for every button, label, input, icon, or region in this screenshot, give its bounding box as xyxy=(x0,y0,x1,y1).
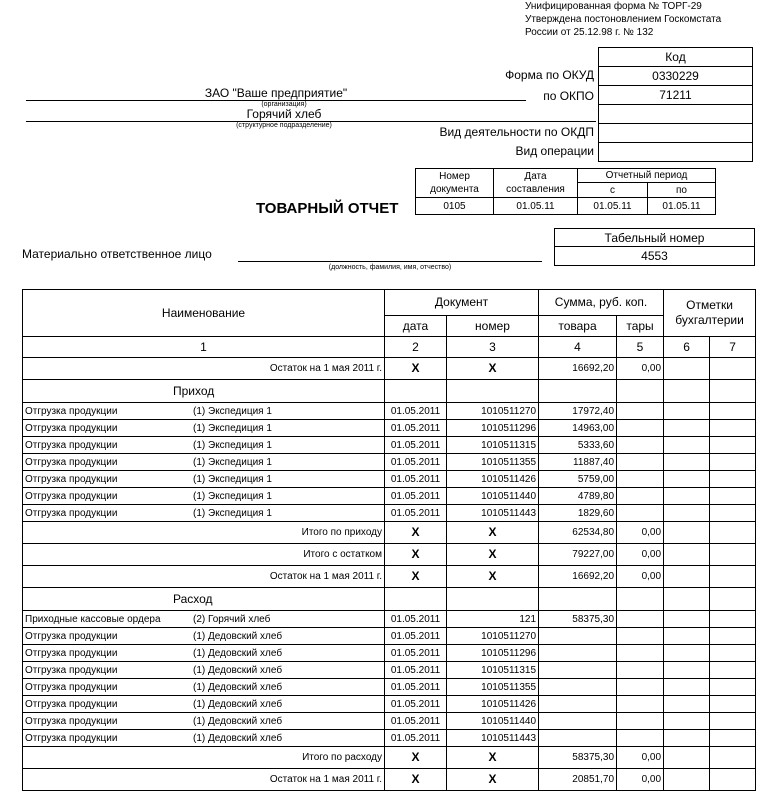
income-title: Приход xyxy=(23,380,385,403)
x-mark: Х xyxy=(385,522,447,544)
item-counterparty: (1) Экспедиция 1 xyxy=(193,422,272,434)
item-operation: Отгрузка продукции xyxy=(25,507,118,519)
responsible-caption: (должность, фамилия, имя, отчество) xyxy=(328,264,452,271)
x-mark: Х xyxy=(385,566,447,588)
operation-value xyxy=(599,143,753,162)
income-total-row xyxy=(23,522,756,544)
item-date: 01.05.2011 xyxy=(385,679,447,696)
table-row xyxy=(23,471,756,488)
org-caption: (организация) xyxy=(261,101,307,108)
with-balance-row xyxy=(23,544,756,566)
item-goods xyxy=(539,730,617,747)
income-section-row xyxy=(23,380,756,403)
tab-number-header: Табельный номер xyxy=(555,229,755,247)
item-name xyxy=(23,679,385,696)
item-name xyxy=(23,420,385,437)
header-sum: Сумма, руб. коп. xyxy=(539,290,664,316)
mark-cell xyxy=(664,696,710,713)
period-header: Отчетный период xyxy=(578,169,716,183)
okpo-value: 71211 xyxy=(599,86,753,105)
item-operation: Отгрузка продукции xyxy=(25,439,118,451)
mark-cell xyxy=(710,358,756,380)
tare-sum: 0,00 xyxy=(617,522,664,544)
item-date: 01.05.2011 xyxy=(385,611,447,628)
goods-sum: 20851,70 xyxy=(539,769,617,791)
mark-cell xyxy=(710,713,756,730)
item-date: 01.05.2011 xyxy=(385,471,447,488)
mark-cell xyxy=(710,566,756,588)
row-label: Остаток на 1 мая 2011 г. xyxy=(23,358,385,380)
x-mark: Х xyxy=(385,769,447,791)
table-row xyxy=(23,645,756,662)
item-operation: Приходные кассовые ордера xyxy=(25,613,161,625)
x-mark: Х xyxy=(385,747,447,769)
item-goods xyxy=(539,662,617,679)
mark-cell xyxy=(664,566,710,588)
col-num: 7 xyxy=(710,337,756,358)
table-row xyxy=(23,403,756,420)
mark-cell xyxy=(710,505,756,522)
x-mark: Х xyxy=(447,544,539,566)
x-mark: Х xyxy=(447,522,539,544)
tab-number-value: 4553 xyxy=(555,247,755,266)
mark-cell xyxy=(710,488,756,505)
table-row xyxy=(23,730,756,747)
item-operation: Отгрузка продукции xyxy=(25,715,118,727)
item-goods: 5759,00 xyxy=(539,471,617,488)
mark-cell xyxy=(710,454,756,471)
item-name xyxy=(23,471,385,488)
header-goods: товара xyxy=(539,316,617,337)
item-date: 01.05.2011 xyxy=(385,645,447,662)
mark-cell xyxy=(664,544,710,566)
mark-cell xyxy=(710,730,756,747)
item-counterparty: (1) Экспедиция 1 xyxy=(193,405,272,417)
header-marks: Отметки бухгалтерии xyxy=(664,290,756,337)
item-date: 01.05.2011 xyxy=(385,488,447,505)
item-counterparty: (1) Дедовский хлеб xyxy=(193,715,283,727)
form-info-line: Утверждена постоновлением Госкомстата xyxy=(525,14,722,25)
header-document: Документ xyxy=(385,290,539,316)
item-number: 1010511315 xyxy=(447,437,539,454)
mark-cell xyxy=(710,544,756,566)
item-number: 1010511270 xyxy=(447,628,539,645)
expense-rows xyxy=(23,611,756,747)
tab-number-table xyxy=(554,228,755,266)
mark-cell xyxy=(710,611,756,628)
x-mark: Х xyxy=(447,747,539,769)
item-date: 01.05.2011 xyxy=(385,730,447,747)
item-name xyxy=(23,403,385,420)
tare-sum: 0,00 xyxy=(617,566,664,588)
item-number: 1010511443 xyxy=(447,505,539,522)
item-number: 1010511296 xyxy=(447,420,539,437)
item-counterparty: (1) Дедовский хлеб xyxy=(193,647,283,659)
okud-label: Форма по ОКУД xyxy=(505,68,594,82)
tare-sum: 0,00 xyxy=(617,358,664,380)
okud-value: 0330229 xyxy=(599,67,753,86)
doc-date-header: Дата составления xyxy=(494,169,578,198)
operation-label: Вид операции xyxy=(515,144,594,158)
mark-cell xyxy=(664,628,710,645)
goods-sum: 79227,00 xyxy=(539,544,617,566)
item-operation: Отгрузка продукции xyxy=(25,664,118,676)
tare-sum: 0,00 xyxy=(617,747,664,769)
item-name xyxy=(23,696,385,713)
item-number: 1010511426 xyxy=(447,471,539,488)
item-tare xyxy=(617,403,664,420)
table-row xyxy=(23,488,756,505)
item-goods: 58375,30 xyxy=(539,611,617,628)
item-goods xyxy=(539,679,617,696)
okdp-value xyxy=(599,124,753,143)
item-tare xyxy=(617,471,664,488)
item-date: 01.05.2011 xyxy=(385,662,447,679)
x-mark: Х xyxy=(385,358,447,380)
item-number: 1010511440 xyxy=(447,713,539,730)
item-tare xyxy=(617,505,664,522)
item-operation: Отгрузка продукции xyxy=(25,473,118,485)
item-date: 01.05.2011 xyxy=(385,420,447,437)
mark-cell xyxy=(664,437,710,454)
mark-cell xyxy=(664,522,710,544)
item-name xyxy=(23,488,385,505)
item-operation: Отгрузка продукции xyxy=(25,647,118,659)
mark-cell xyxy=(664,505,710,522)
doc-info-table xyxy=(415,168,716,215)
mark-cell xyxy=(710,662,756,679)
division-caption: (структурное подразделение) xyxy=(236,122,332,129)
item-counterparty: (1) Экспедиция 1 xyxy=(193,439,272,451)
item-goods: 5333,60 xyxy=(539,437,617,454)
item-goods: 1829,60 xyxy=(539,505,617,522)
table-row xyxy=(23,611,756,628)
table-row xyxy=(23,713,756,730)
mark-cell xyxy=(710,471,756,488)
item-name xyxy=(23,628,385,645)
mark-cell xyxy=(710,522,756,544)
item-counterparty: (1) Экспедиция 1 xyxy=(193,490,272,502)
goods-sum: 16692,20 xyxy=(539,566,617,588)
item-operation: Отгрузка продукции xyxy=(25,698,118,710)
item-number: 1010511426 xyxy=(447,696,539,713)
item-tare xyxy=(617,679,664,696)
item-name xyxy=(23,713,385,730)
row-label: Итого с остатком xyxy=(23,544,385,566)
mark-cell xyxy=(710,437,756,454)
mark-cell xyxy=(664,403,710,420)
item-name xyxy=(23,645,385,662)
item-goods: 17972,40 xyxy=(539,403,617,420)
expense-total-row xyxy=(23,747,756,769)
item-counterparty: (1) Дедовский хлеб xyxy=(193,698,283,710)
form-info xyxy=(525,0,721,39)
header-tare: тары xyxy=(617,316,664,337)
row-label: Остаток на 1 мая 2011 г. xyxy=(23,566,385,588)
x-mark: Х xyxy=(385,544,447,566)
item-tare xyxy=(617,454,664,471)
item-goods: 14963,00 xyxy=(539,420,617,437)
item-operation: Отгрузка продукции xyxy=(25,732,118,744)
mark-cell xyxy=(664,747,710,769)
table-row xyxy=(23,505,756,522)
item-goods xyxy=(539,645,617,662)
division-name: Горячий хлеб xyxy=(246,107,322,121)
mark-cell xyxy=(664,454,710,471)
item-tare xyxy=(617,713,664,730)
item-counterparty: (1) Экспедиция 1 xyxy=(193,456,272,468)
tare-sum: 0,00 xyxy=(617,544,664,566)
table-row xyxy=(23,454,756,471)
table-row xyxy=(23,662,756,679)
item-tare xyxy=(617,662,664,679)
mark-cell xyxy=(710,696,756,713)
item-tare xyxy=(617,437,664,454)
form-info-line: Унифицированная форма № ТОРГ-29 xyxy=(525,1,702,12)
report-title: ТОВАРНЫЙ ОТЧЕТ xyxy=(256,200,399,217)
item-counterparty: (1) Экспедиция 1 xyxy=(193,507,272,519)
item-name xyxy=(23,437,385,454)
table-row xyxy=(23,679,756,696)
table-row xyxy=(23,420,756,437)
item-counterparty: (1) Экспедиция 1 xyxy=(193,473,272,485)
item-name xyxy=(23,505,385,522)
item-tare xyxy=(617,488,664,505)
item-number: 121 xyxy=(447,611,539,628)
item-date: 01.05.2011 xyxy=(385,437,447,454)
item-tare xyxy=(617,420,664,437)
codes-header: Код xyxy=(599,48,753,67)
item-goods: 11887,40 xyxy=(539,454,617,471)
row-label: Остаток на 1 мая 2011 г. xyxy=(23,769,385,791)
doc-num-value: 0105 xyxy=(416,198,494,215)
item-goods xyxy=(539,696,617,713)
row-label: Итого по расходу xyxy=(23,747,385,769)
item-number: 1010511440 xyxy=(447,488,539,505)
item-number: 1010511355 xyxy=(447,454,539,471)
org-name: ЗАО "Ваше предприятие" xyxy=(204,86,348,100)
header-date: дата xyxy=(385,316,447,337)
header-name: Наименование xyxy=(23,290,385,337)
col-num: 1 xyxy=(23,337,385,358)
codes-table xyxy=(598,47,753,162)
item-counterparty: (2) Горячий хлеб xyxy=(193,613,271,625)
item-date: 01.05.2011 xyxy=(385,628,447,645)
mark-cell xyxy=(710,420,756,437)
blank-code xyxy=(599,105,753,124)
x-mark: Х xyxy=(447,566,539,588)
mark-cell xyxy=(664,662,710,679)
form-info-line: России от 25.12.98 г. № 132 xyxy=(525,27,654,38)
item-name xyxy=(23,662,385,679)
mark-cell xyxy=(710,769,756,791)
item-number: 1010511296 xyxy=(447,645,539,662)
item-number: 1010511270 xyxy=(447,403,539,420)
mark-cell xyxy=(664,471,710,488)
mark-cell xyxy=(664,358,710,380)
item-date: 01.05.2011 xyxy=(385,696,447,713)
row-label: Итого по приходу xyxy=(23,522,385,544)
mark-cell xyxy=(710,747,756,769)
period-to-header: по xyxy=(648,183,716,198)
goods-report-table xyxy=(22,289,756,791)
income-rows xyxy=(23,403,756,522)
closing-balance-row xyxy=(23,769,756,791)
mark-cell xyxy=(710,679,756,696)
item-goods xyxy=(539,628,617,645)
col-num: 4 xyxy=(539,337,617,358)
mark-cell xyxy=(664,488,710,505)
item-number: 1010511355 xyxy=(447,679,539,696)
mark-cell xyxy=(664,679,710,696)
x-mark: Х xyxy=(447,358,539,380)
mark-cell xyxy=(710,403,756,420)
responsible-line xyxy=(238,261,542,262)
doc-num-header: Номер документа xyxy=(416,169,494,198)
mark-cell xyxy=(710,628,756,645)
item-name xyxy=(23,454,385,471)
period-from-header: с xyxy=(578,183,648,198)
item-operation: Отгрузка продукции xyxy=(25,681,118,693)
item-tare xyxy=(617,611,664,628)
period-from-value: 01.05.11 xyxy=(578,198,648,215)
mark-cell xyxy=(664,645,710,662)
item-counterparty: (1) Дедовский хлеб xyxy=(193,732,283,744)
item-number: 1010511315 xyxy=(447,662,539,679)
item-number: 1010511443 xyxy=(447,730,539,747)
doc-date-value: 01.05.11 xyxy=(494,198,578,215)
item-tare xyxy=(617,696,664,713)
header-number: номер xyxy=(447,316,539,337)
item-date: 01.05.2011 xyxy=(385,403,447,420)
okpo-label: по ОКПО xyxy=(543,89,594,103)
item-name xyxy=(23,611,385,628)
item-tare xyxy=(617,628,664,645)
item-date: 01.05.2011 xyxy=(385,454,447,471)
table-row xyxy=(23,696,756,713)
item-tare xyxy=(617,730,664,747)
opening-balance-row xyxy=(23,358,756,380)
balance-after-income-row xyxy=(23,566,756,588)
expense-title: Расход xyxy=(23,588,385,611)
item-counterparty: (1) Дедовский хлеб xyxy=(193,664,283,676)
item-operation: Отгрузка продукции xyxy=(25,456,118,468)
mark-cell xyxy=(664,611,710,628)
item-operation: Отгрузка продукции xyxy=(25,630,118,642)
col-num: 6 xyxy=(664,337,710,358)
item-goods xyxy=(539,713,617,730)
goods-sum: 58375,30 xyxy=(539,747,617,769)
col-num: 5 xyxy=(617,337,664,358)
col-num: 3 xyxy=(447,337,539,358)
item-tare xyxy=(617,645,664,662)
mark-cell xyxy=(664,420,710,437)
mark-cell xyxy=(664,713,710,730)
period-to-value: 01.05.11 xyxy=(648,198,716,215)
table-row xyxy=(23,437,756,454)
table-row xyxy=(23,628,756,645)
item-name xyxy=(23,730,385,747)
item-date: 01.05.2011 xyxy=(385,713,447,730)
mark-cell xyxy=(664,769,710,791)
responsible-label: Материально ответственное лицо xyxy=(22,247,212,261)
item-operation: Отгрузка продукции xyxy=(25,405,118,417)
tare-sum: 0,00 xyxy=(617,769,664,791)
item-goods: 4789,80 xyxy=(539,488,617,505)
item-operation: Отгрузка продукции xyxy=(25,422,118,434)
item-counterparty: (1) Дедовский хлеб xyxy=(193,630,283,642)
expense-section-row xyxy=(23,588,756,611)
mark-cell xyxy=(664,730,710,747)
col-num: 2 xyxy=(385,337,447,358)
x-mark: Х xyxy=(447,769,539,791)
item-counterparty: (1) Дедовский хлеб xyxy=(193,681,283,693)
okdp-label: Вид деятельности по ОКДП xyxy=(439,125,594,139)
goods-sum: 16692,20 xyxy=(539,358,617,380)
goods-sum: 62534,80 xyxy=(539,522,617,544)
item-date: 01.05.2011 xyxy=(385,505,447,522)
item-operation: Отгрузка продукции xyxy=(25,490,118,502)
mark-cell xyxy=(710,645,756,662)
